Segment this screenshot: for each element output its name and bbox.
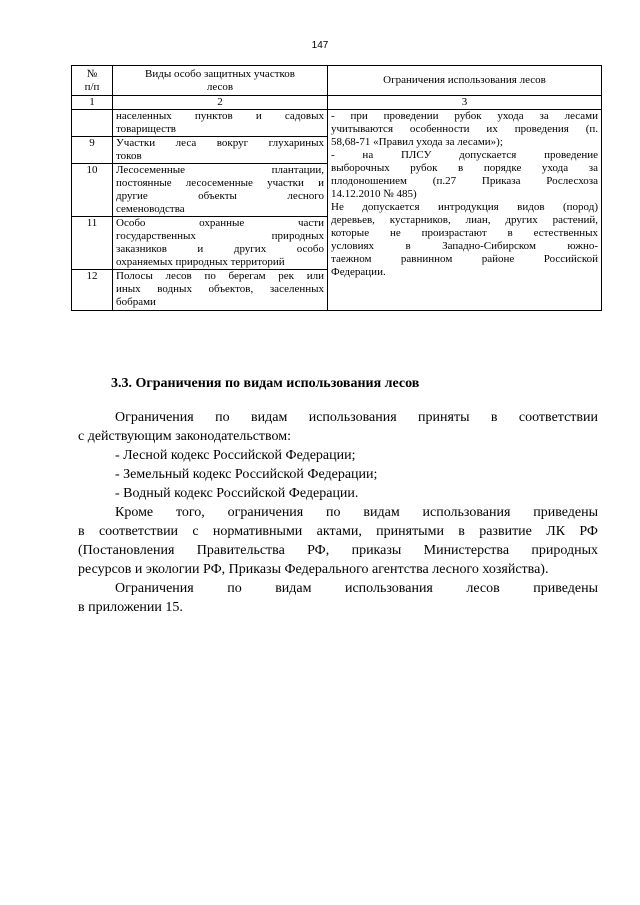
restriction-line: - на ПЛСУ допускается проведение [331,149,598,161]
header-types [113,66,328,96]
section-paragraph-1 [78,408,598,446]
row-type-line: другие объекты лесного [116,190,324,202]
paragraph-line: (Постановления Правительства РФ, приказы Министерства природных [78,543,598,558]
row-type-line: населенных пунктов и садовых [116,110,324,122]
row-type [113,137,328,164]
restrictions-cell [328,110,602,311]
section-paragraph-3 [78,579,598,617]
row-type-line: охраняемых природных территорий [116,256,285,268]
section-paragraph-2 [78,503,598,579]
list-item: - Водный кодекс Российской Федерации. [115,486,359,501]
row-num: 12 [72,270,113,311]
row-num: 9 [72,137,113,164]
row-type-line: семеноводства [116,203,185,215]
paragraph-line: с действующим законодательством: [78,429,292,444]
table-header-row [72,66,602,96]
row-type-line: Лесосеменные плантации, [116,164,324,176]
row-type-line: государственных природных [116,230,324,242]
header-restrictions: Ограничения использования лесов [328,66,602,96]
paragraph-line: Кроме того, ограничения по видам использования приведены [115,505,598,520]
row-type-line: Участки леса вокруг глухариных [116,137,324,149]
restriction-line: которые не произрастают в естественных [331,227,598,239]
column-number-1: 1 [72,96,113,110]
row-num [72,110,113,137]
restriction-line: Федерации. [331,266,386,278]
header-num-line-2: п/п [84,80,100,93]
paragraph-line: в соответствии с нормативными актами, принятыми в развитие ЛК РФ [78,524,598,539]
restriction-line: 58,68-71 «Правил ухода за лесами»); [331,136,503,148]
restriction-line: - при проведении рубок ухода за лесами [331,110,598,122]
header-types-line-2: лесов [206,80,234,93]
section-heading: 3.3. Ограничения по видам использования лесов [111,376,420,391]
column-number-2: 2 [113,96,328,110]
row-type-line: Особо охранные части [116,217,324,229]
restriction-line: 14.12.2010 № 485) [331,188,417,200]
restriction-line: выборочных рубок в порядке ухода за [331,162,598,174]
row-type-line: товариществ [116,123,176,135]
column-number-3: 3 [328,96,602,110]
legislation-list [78,446,598,503]
row-type [113,217,328,270]
page-number: 147 [311,40,329,51]
row-type-line: постоянные лесосеменные участки и [116,177,324,189]
restrictions-table [71,65,602,311]
restriction-line: таежном равнинном районе Российской [331,253,598,265]
table-row [72,110,602,137]
paragraph-line: в приложении 15. [78,600,183,615]
header-num [72,66,113,96]
list-item: - Земельный кодекс Российской Федерации; [115,467,378,482]
restriction-line: учитываются особенности их проведения (п. [331,123,598,135]
row-num: 11 [72,217,113,270]
list-item: - Лесной кодекс Российской Федерации; [115,448,356,463]
row-type-line: Полосы лесов по берегам рек или [116,270,324,282]
restriction-line: плодоношением (п.27 Приказа Рослесхоза [331,175,598,187]
row-type [113,164,328,217]
restriction-line: деревьев, кустарников, лиан, других растений, [331,214,598,226]
row-type-line: токов [116,150,142,162]
paragraph-line: ресурсов и экологии РФ, Приказы Федерального агентства лесного хозяйства). [78,562,549,577]
row-type [113,110,328,137]
header-types-line-1: Виды особо защитных участков [145,67,295,80]
paragraph-line: Ограничения по видам использования лесов приведены [115,581,598,596]
row-type-line: заказников и других особо [116,243,324,255]
row-type-line: иных водных объектов, заселенных [116,283,324,295]
column-number-row [72,96,602,110]
row-num: 10 [72,164,113,217]
row-type-line: бобрами [116,296,156,308]
restriction-line: Не допускается интродукция видов (пород) [331,201,598,213]
paragraph-line: Ограничения по видам использования приняты в соответствии [115,410,598,425]
row-type [113,270,328,311]
header-num-line-1: № [86,67,98,80]
restriction-line: условиях в Западно-Сибирском южно- [331,240,598,252]
